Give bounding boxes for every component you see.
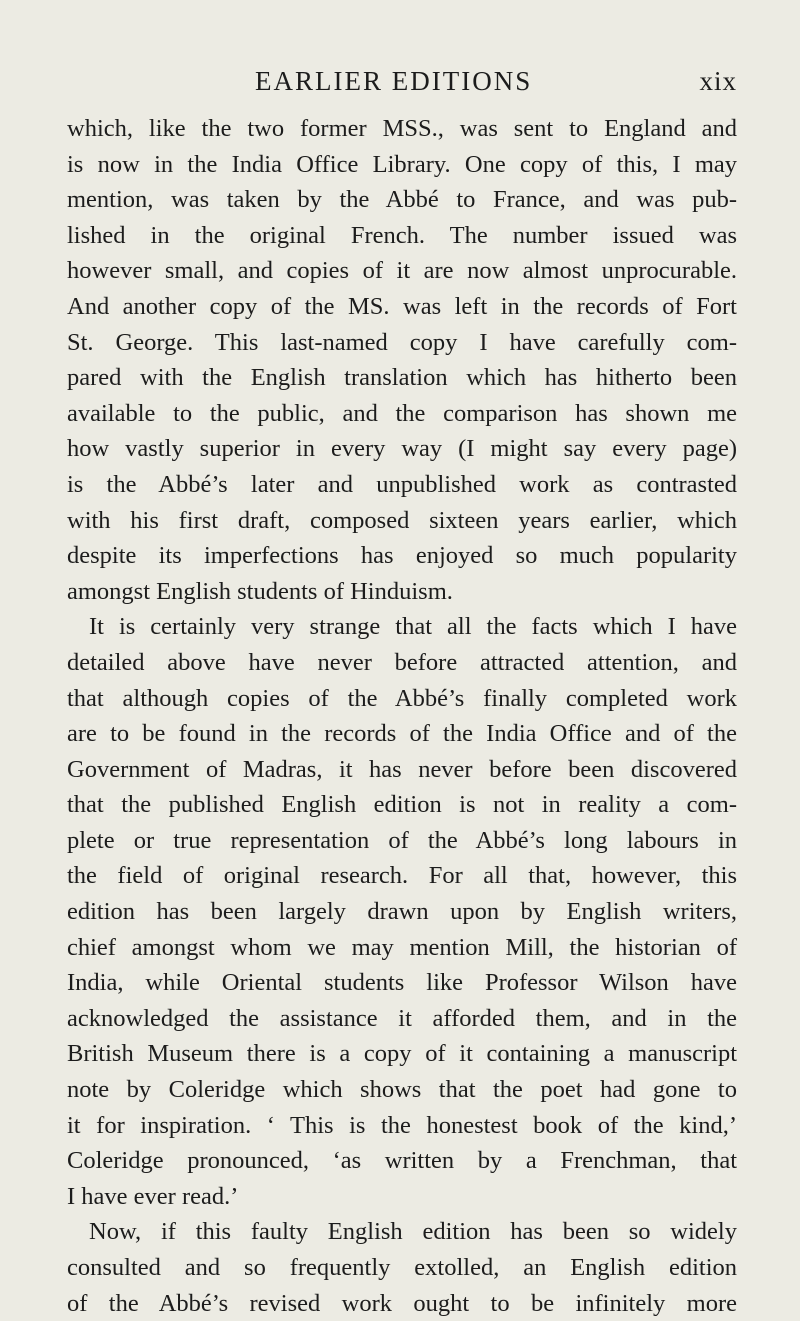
text-line: acknowledged the assistance it afforded them, and in the — [67, 1004, 737, 1032]
text-line: despite its imperfections has enjoyed so much popularity — [67, 542, 737, 570]
body-text — [67, 111, 737, 1321]
text-line: that although copies of the Abbé’s finally completed work — [67, 684, 737, 712]
text-line: it for inspiration. ‘ This is the honestest book of the kind,’ — [67, 1111, 737, 1139]
page-header — [147, 66, 737, 106]
text-line: which, like the two former MSS., was sent to England and — [67, 115, 737, 142]
text-line: pared with the English translation which has hitherto been — [67, 364, 737, 392]
text-line: And another copy of the MS. was left in the records of Fort — [67, 292, 737, 320]
page-number: xix — [699, 66, 737, 96]
text-line: edition has been largely drawn upon by English writers, — [67, 898, 737, 926]
text-line: that the published English edition is not in reality a com- — [67, 791, 737, 819]
text-line: Government of Madras, it has never before been discovered — [67, 755, 737, 783]
text-line: is now in the India Office Library. One copy of this, I may — [67, 150, 737, 178]
text-line: of the Abbé’s revised work ought to be infinitely more — [67, 1289, 737, 1317]
paragraph-last-line: amongst English students of Hinduism. — [67, 577, 453, 605]
text-line: how vastly superior in every way (I might say every page) — [67, 435, 737, 463]
text-line: is the Abbé’s later and unpublished work as contrasted — [67, 470, 737, 498]
text-line: available to the public, and the comparison has shown me — [67, 399, 737, 427]
text-line: St. George. This last-named copy I have carefully com- — [67, 328, 737, 356]
text-line: plete or true representation of the Abbé’s long labours in — [67, 826, 737, 854]
text-line: chief amongst whom we may mention Mill, the historian of — [67, 933, 737, 961]
text-line: British Museum there is a copy of it containing a manuscript — [67, 1040, 737, 1068]
text-line: the field of original research. For all that, however, this — [67, 862, 737, 890]
text-line: however small, and copies of it are now almost unprocurable. — [67, 257, 737, 285]
text-line: lished in the original French. The number issued was — [67, 221, 737, 249]
text-line: are to be found in the records of the India Office and of the — [67, 720, 737, 748]
text-line: consulted and so frequently extolled, an English edition — [67, 1254, 737, 1281]
paragraph-first-line: Now, if this faulty English edition has been so widely — [89, 1218, 737, 1246]
text-line: note by Coleridge which shows that the poet had gone to — [67, 1076, 737, 1104]
text-line: detailed above have never before attracted attention, and — [67, 648, 737, 676]
paragraph-first-line: It is certainly very strange that all the facts which I have — [89, 613, 737, 641]
text-line: Coleridge pronounced, ‘as written by a Frenchman, that — [67, 1147, 737, 1175]
paragraph-last-line: I have ever read.’ — [67, 1182, 239, 1210]
text-line: mention, was taken by the Abbé to France, and was pub- — [67, 186, 737, 214]
text-line: with his first draft, composed sixteen years earlier, which — [67, 506, 737, 534]
text-line: India, while Oriental students like Professor Wilson have — [67, 969, 737, 997]
running-head: EARLIER EDITIONS — [255, 66, 533, 96]
